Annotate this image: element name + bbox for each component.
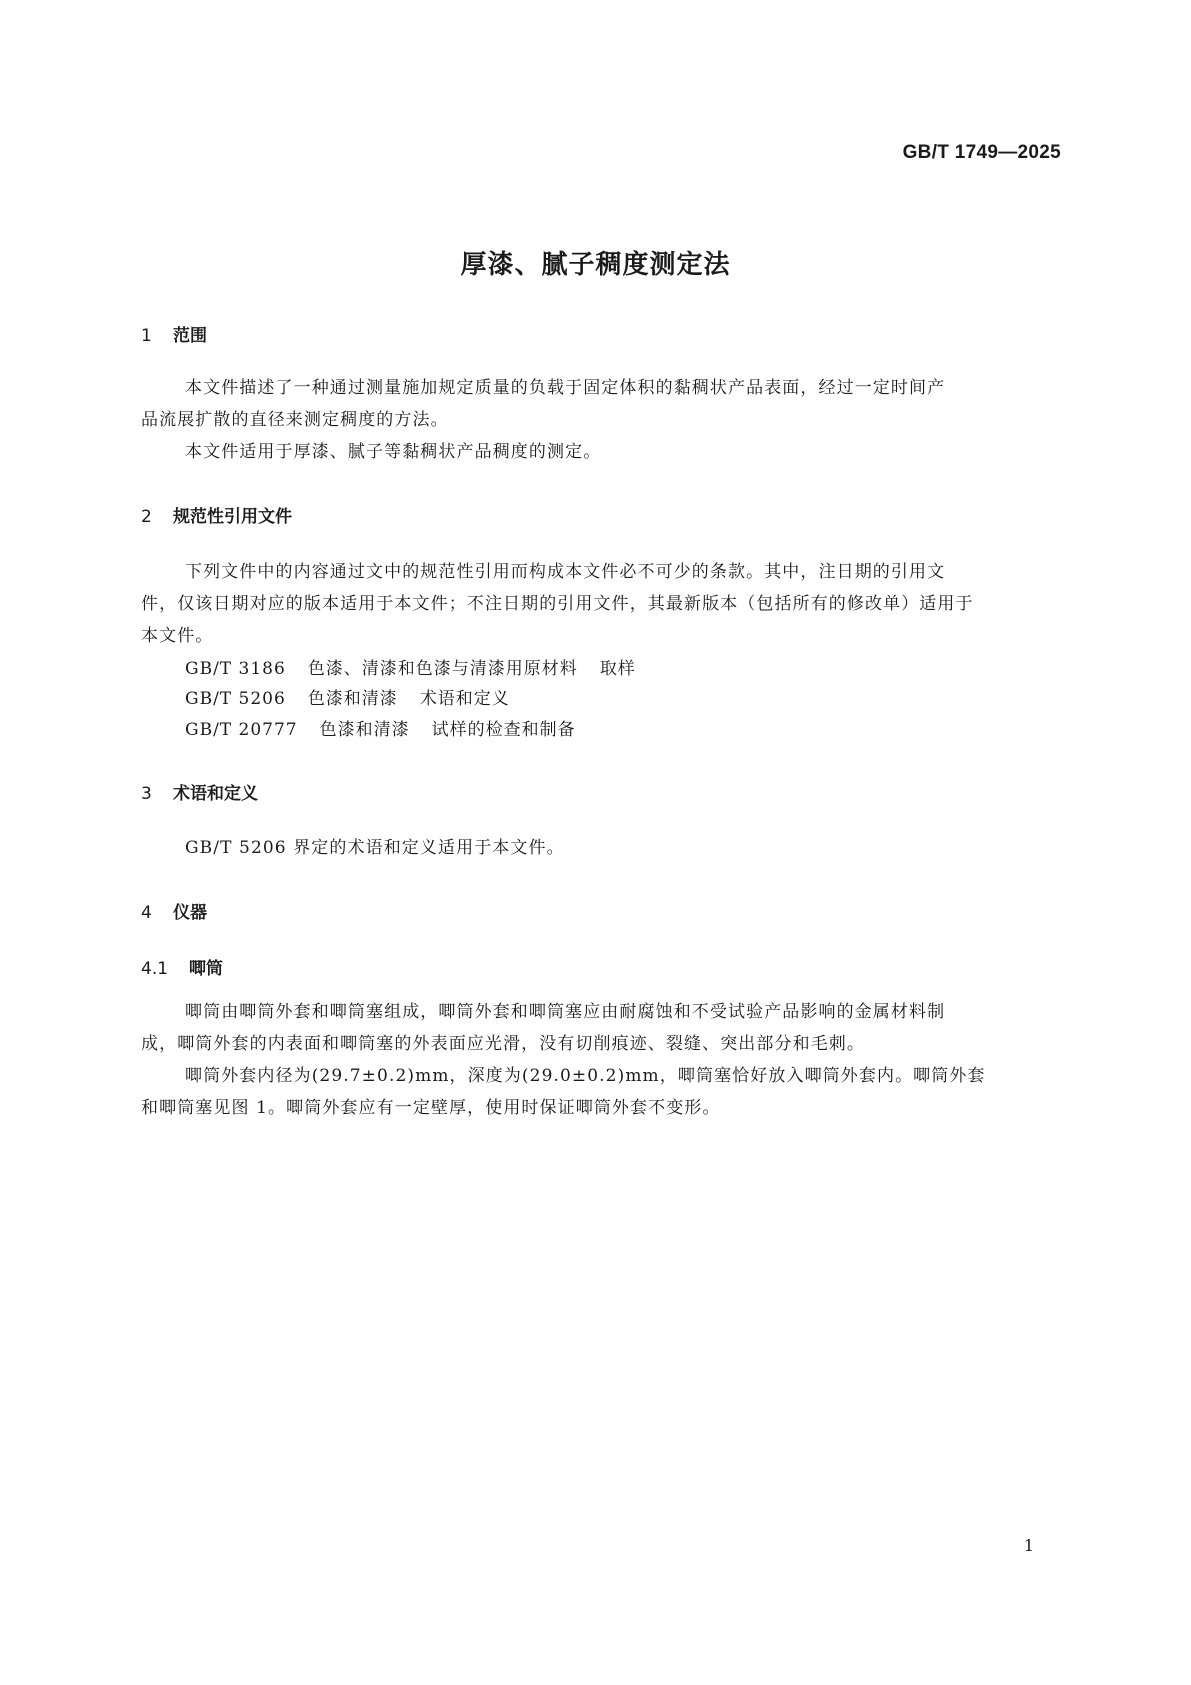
section-2-heading xyxy=(141,502,292,527)
reference-code: GB/T 5206 xyxy=(185,689,286,709)
text-line: GB/T 5206 界定的术语和定义适用于本文件。 xyxy=(185,838,565,858)
section-title: 规范性引用文件 xyxy=(173,507,292,527)
text-line: 成，唧筒外套的内表面和唧筒塞的外表面应光滑，没有切削痕迹、裂缝、突出部分和毛刺。 xyxy=(141,1034,865,1054)
reference-title: 色漆、清漆和色漆与清漆用原材料 xyxy=(307,659,578,679)
section-number: 4.1 xyxy=(141,959,169,979)
text-line: 下列文件中的内容通过文中的规范性引用而构成本文件必不可少的条款。其中，注日期的引用文 xyxy=(185,562,946,582)
document-code: GB/T 1749—2025 xyxy=(902,142,1061,163)
section-1-heading xyxy=(141,321,207,346)
section-2-paragraph-1 xyxy=(141,556,1057,652)
text-line: 本文件描述了一种通过测量施加规定质量的负载于固定体积的黏稠状产品表面，经过一定时间产 xyxy=(185,378,946,398)
normative-reference xyxy=(185,684,510,709)
text-line: 唧筒外套内径为(29.7±0.2)mm，深度为(29.0±0.2)mm，唧筒塞恰好放入唧筒外套内。唧筒外套 xyxy=(185,1066,986,1086)
text-line: 本文件。 xyxy=(141,626,214,646)
text-line: 件，仅该日期对应的版本适用于本文件；不注日期的引用文件，其最新版本（包括所有的修改单）适用于 xyxy=(141,594,974,614)
section-1-paragraph-1 xyxy=(141,372,1057,436)
reference-code: GB/T 20777 xyxy=(185,720,298,740)
section-1-paragraph-2 xyxy=(141,436,1057,468)
reference-subtitle: 术语和定义 xyxy=(419,689,510,709)
reference-title: 色漆和清漆 xyxy=(307,689,398,709)
section-number: 1 xyxy=(141,326,152,346)
section-4-heading xyxy=(141,898,207,923)
section-4-1-paragraph-1 xyxy=(141,996,1057,1060)
section-number: 4 xyxy=(141,903,152,923)
text-line: 和唧筒塞见图 1。唧筒外套应有一定壁厚，使用时保证唧筒外套不变形。 xyxy=(141,1098,721,1118)
section-3-heading xyxy=(141,779,258,804)
reference-title: 色漆和清漆 xyxy=(319,720,410,740)
section-title: 范围 xyxy=(173,326,207,346)
section-4-1-paragraph-2 xyxy=(141,1060,1057,1124)
document-title: 厚漆、腻子稠度测定法 xyxy=(460,250,731,280)
section-number: 2 xyxy=(141,507,152,527)
section-title: 术语和定义 xyxy=(173,784,258,804)
section-3-paragraph-1 xyxy=(141,832,1057,864)
normative-reference xyxy=(185,654,636,679)
normative-reference xyxy=(185,715,576,740)
text-line: 本文件适用于厚漆、腻子等黏稠状产品稠度的测定。 xyxy=(185,442,602,462)
reference-code: GB/T 3186 xyxy=(185,659,286,679)
page-number: 1 xyxy=(1023,1536,1034,1555)
text-line: 唧筒由唧筒外套和唧筒塞组成，唧筒外套和唧筒塞应由耐腐蚀和不受试验产品影响的金属材料制 xyxy=(185,1002,946,1022)
section-number: 3 xyxy=(141,784,152,804)
reference-subtitle: 取样 xyxy=(599,659,636,679)
subsection-4-1-heading xyxy=(141,954,223,979)
text-line: 品流展扩散的直径来测定稠度的方法。 xyxy=(141,410,449,430)
section-title: 仪器 xyxy=(173,903,207,923)
reference-subtitle: 试样的检查和制备 xyxy=(431,720,576,740)
section-title: 唧筒 xyxy=(189,959,223,979)
